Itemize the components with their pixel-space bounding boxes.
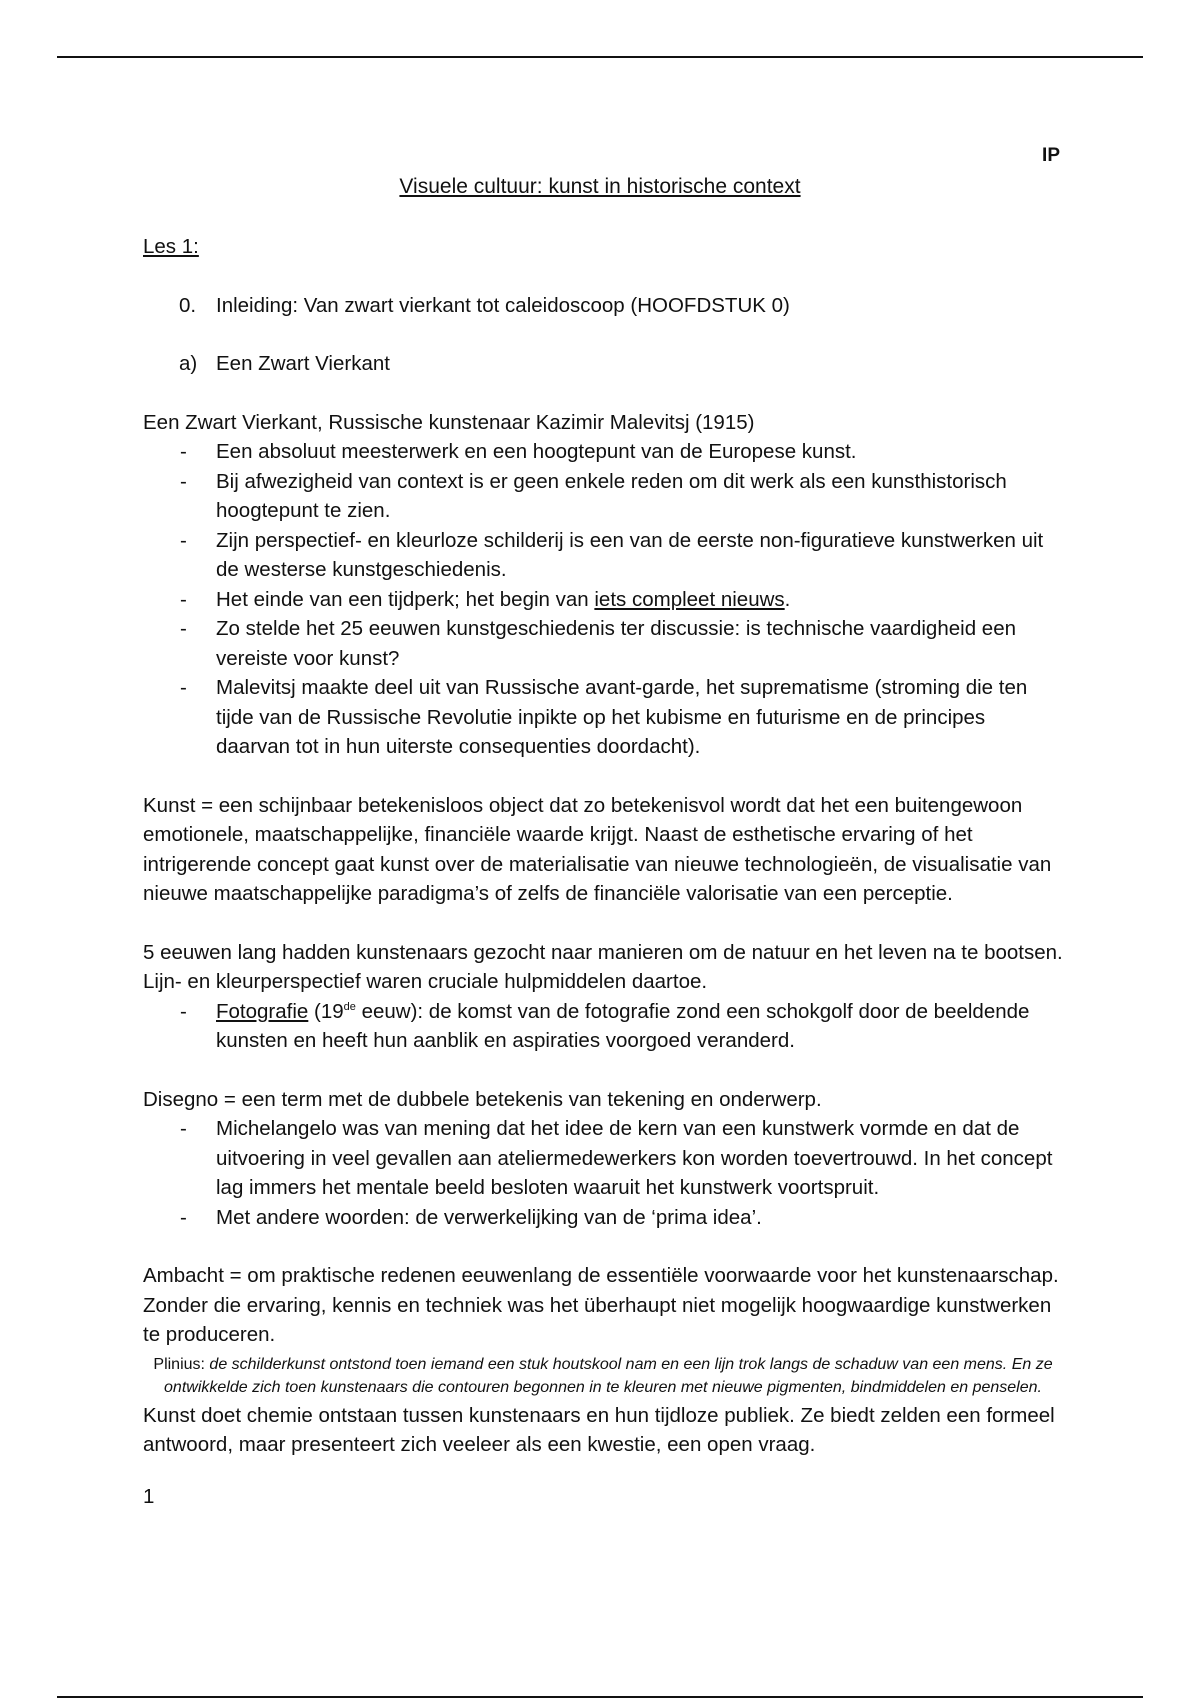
page-number: 1 (143, 1484, 155, 1508)
ambacht-definition: Ambacht = om praktische redenen eeuwenlang de essentiële voorwaarde voor het kunstenaarschap. Zonder die ervaring, kennis en techniek was het überhaupt niet mogelijk hoogwaardige kunstwerken te produceren. (143, 1264, 1059, 1346)
section-heading-a (143, 349, 1063, 379)
dash-marker: - (180, 440, 187, 463)
list-item-text: Malevitsj maakte deel uit van Russische avant-garde, het suprematisme (stroming die ten tijde van de Russische Revolutie inpikte op het kubisme en futurisme en de principes daarvan tot in hun uiterste consequenties doordacht). (216, 676, 1028, 758)
dash-marker: - (180, 528, 187, 552)
dash-marker: - (180, 587, 187, 611)
dash-marker: - (180, 676, 187, 699)
list-item-text: Zijn perspectief- en kleurloze schilderij is een van de eerste non-figuratieve kunstwerken uit de westerse kunstgeschiedenis. (216, 528, 1044, 581)
list-item (143, 437, 1063, 467)
quote-attribution: Plinius: (153, 1355, 205, 1373)
fotografie-list (143, 997, 1063, 1056)
list-item (143, 1203, 1063, 1233)
dash-marker: - (180, 999, 187, 1023)
vierkant-intro: Een Zwart Vierkant, Russische kunstenaar Kazimir Malevitsj (1915) (143, 410, 755, 434)
ordinal-superscript: de (343, 1000, 356, 1013)
list-item (143, 673, 1063, 762)
list-item-text: Het einde van een tijdperk; het begin van (216, 587, 595, 611)
list-item-text: Zo stelde het 25 eeuwen kunstgeschiedenis ter discussie: is technische vaardigheid een vereiste voor kunst? (216, 617, 1016, 670)
section-title: Inleiding: Van zwart vierkant tot caleidoscoop (HOOFDSTUK 0) (216, 293, 790, 317)
quote-text: de schilderkunst ontstond toen iemand een stuk houtskool nam en een lijn trok langs de schaduw van een mens. En ze ontwikkelde zich toen kunstenaars die contouren begonnen in te kleuren met nieuwe pigmenten, bindmiddelen en penselen. (164, 1355, 1053, 1396)
plinius-quote (143, 1350, 1063, 1401)
list-item-text: Met andere woorden: de verwerkelijking van de ‘prima idea’. (216, 1205, 762, 1229)
kunst-definition: Kunst = een schijnbaar betekenisloos object dat zo betekenisvol wordt dat het een buitengewoon emotionele, maatschappelijke, financiële waarde krijgt. Naast de esthetische ervaring of het intrigerende concept gaat kunst over de materialisatie van nieuwe technologieën, de visualisatie van nieuwe maatschappelijke paradigma’s of zelfs de financiële valorisatie van een perceptie. (143, 793, 1052, 905)
list-item-text: . (784, 587, 791, 611)
list-item-text: (19 (308, 999, 344, 1023)
section-heading-0 (143, 291, 1063, 321)
document-title: Visuele cultuur: kunst in historische context (399, 175, 801, 198)
list-item-text: Een absoluut meesterwerk en een hoogtepunt van de Europese kunst. (216, 440, 857, 463)
list-item (143, 997, 1063, 1056)
list-item (143, 1114, 1063, 1203)
section-letter: a) (179, 352, 198, 375)
document-body (143, 232, 1063, 1511)
list-item-text: Bij afwezigheid van context is er geen enkele reden om dit werk als een kunsthistorisch hoogtepunt te zien. (216, 469, 1007, 522)
lesson-heading: Les 1: (143, 235, 199, 258)
header-rule (57, 56, 1143, 58)
list-item (143, 467, 1063, 526)
author-initials: IP (1042, 145, 1060, 166)
dash-marker: - (180, 617, 187, 640)
disegno-list (143, 1114, 1063, 1232)
section-number: 0. (179, 293, 197, 317)
underlined-phrase: iets compleet nieuws (594, 587, 785, 611)
footer-rule (57, 1696, 1143, 1698)
list-item-text: eeuw): de komst van de fotografie zond een schokgolf door de beeldende kunsten en heeft hun aanblik en aspiraties voorgoed veranderd. (216, 999, 1030, 1052)
vierkant-list (143, 437, 1063, 762)
list-item-text: Michelangelo was van mening dat het idee de kern van een kunstwerk vormde en dat de uitvoering in veel gevallen aan ateliermedewerkers kon worden toevertrouwd. In het concept lag immers het mentale beeld besloten waaruit het kunstwerk voortspruit. (216, 1117, 1053, 1199)
disegno-definition: Disegno = een term met de dubbele betekenis van tekening en onderwerp. (143, 1087, 822, 1111)
chemie-paragraph: Kunst doet chemie ontstaan tussen kunstenaars en hun tijdloze publiek. Ze biedt zelden een formeel antwoord, maar presenteert zich veeleer als een kwestie, een open vraag. (143, 1403, 1055, 1456)
term-fotografie: Fotografie (216, 999, 309, 1023)
list-item (143, 614, 1063, 673)
dash-marker: - (180, 1205, 187, 1229)
list-item (143, 526, 1063, 585)
list-item (143, 585, 1063, 615)
eeuwen-paragraph: 5 eeuwen lang hadden kunstenaars gezocht naar manieren om de natuur en het leven na te bootsen. Lijn- en kleurperspectief waren cruciale hulpmiddelen daartoe. (143, 940, 1063, 993)
dash-marker: - (180, 469, 187, 493)
dash-marker: - (180, 1117, 187, 1140)
section-title: Een Zwart Vierkant (216, 352, 390, 375)
